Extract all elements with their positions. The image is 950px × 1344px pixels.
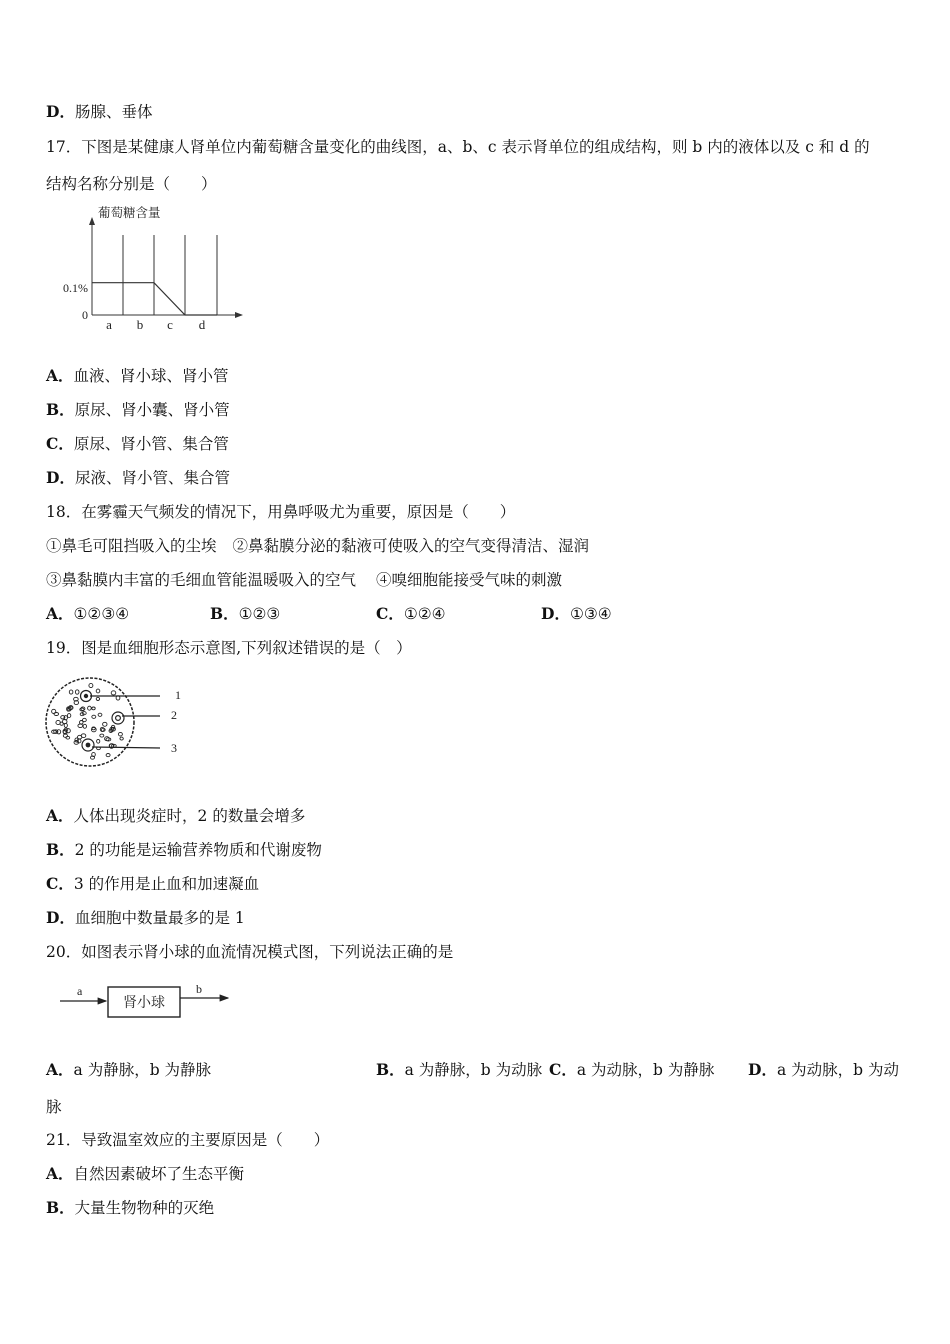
q19-stem: 19．图是血细胞形态示意图,下列叙述错误的是（ ） [46,639,412,657]
option-text: a 为动脉，b 为动 [776,1061,899,1079]
q19-option-b [46,840,322,860]
q18-option-a [46,604,129,624]
q17-option-c [46,434,229,454]
option-text: a 为动脉，b 为静脉 [576,1061,715,1079]
option-letter: B． [376,1060,405,1079]
option-letter: A． [46,806,74,825]
x-tick-label-b: b [136,317,144,332]
q18-option-c [376,604,446,624]
q20-option-d-wrap: 脉 [46,1098,62,1116]
q18-item-4: ④嗅细胞能接受气味的刺激 [376,571,563,589]
option-letter: D． [541,604,570,623]
q19-option-c [46,874,259,894]
option-text: 血液、肾小球、肾小管 [73,367,229,385]
option-text: a 为静脉，b 为动脉 [404,1061,543,1079]
q21-stem: 21．导致温室效应的主要原因是（ ） [46,1131,330,1149]
option-letter: B． [210,604,239,623]
option-letter: B． [46,840,75,859]
option-text: ①②③ [238,605,281,623]
option-letter: B． [46,1198,75,1217]
option-text: 原尿、肾小管、集合管 [73,435,229,453]
option-letter: C． [549,1060,577,1079]
y-tick-label-0: 0 [82,308,88,322]
q20-stem: 20．如图表示肾小球的血流情况模式图，下列说法正确的是 [46,943,454,961]
option-letter: A． [46,1060,74,1079]
option-letter: D． [46,468,75,487]
option-letter: A． [46,366,74,385]
q17-option-a [46,366,229,386]
q18-statements-row2 [46,570,562,590]
option-letter: D． [748,1060,777,1079]
option-text: 原尿、肾小囊、肾小管 [74,401,230,419]
figure-label-1: 1 [175,688,181,702]
q18-item-1: ①鼻毛可阻挡吸入的尘埃 [46,537,217,555]
q17-stem-line1: 17．下图是某健康人肾单位内葡萄糖含量变化的曲线图，a、b、c 表示肾单位的组成结构，则 b 内的液体以及 c 和 d 的 [46,138,870,156]
option-text: ①②④ [403,605,446,623]
outflow-label: b [196,982,202,996]
option-letter: C． [46,434,74,453]
option-letter: C． [46,874,74,893]
option-text: 大量生物物种的灭绝 [74,1199,215,1217]
option-text: 尿液、肾小管、集合管 [74,469,230,487]
inflow-label: a [77,984,83,998]
y-axis-label: 葡萄糖含量 [98,206,161,220]
q21-option-a [46,1164,244,1184]
q16-option-d [46,102,152,122]
white-blood-cell-nucleus [84,694,88,698]
option-text: ①③④ [569,605,612,623]
figure-label-3: 3 [171,741,177,755]
q20-option-d [748,1060,899,1080]
q17-option-d [46,468,230,488]
q18-option-b [210,604,280,624]
option-text: a 为静脉，b 为静脉 [73,1061,212,1079]
option-text: 自然因素破坏了生态平衡 [73,1165,245,1183]
option-letter: A． [46,1164,74,1183]
option-letter: D． [46,102,75,121]
option-text: ①②③④ [73,605,130,623]
q18-item-2: ②鼻黏膜分泌的黏液可使吸入的空气变得清洁、湿润 [232,537,590,555]
glomerulus-label: 肾小球 [123,996,165,1011]
option-letter: C． [376,604,404,623]
x-tick-label-c: c [167,317,173,332]
option-letter: D． [46,908,75,927]
blood-cell-diagram [42,668,192,776]
q20-option-b [376,1060,542,1080]
q18-statements-row1 [46,536,589,556]
option-text: 血细胞中数量最多的是 1 [74,909,245,927]
glomerulus-flow-diagram [58,982,248,1022]
glucose-line-chart [50,200,260,336]
x-tick-label-a: a [106,317,112,332]
option-text: 2 的功能是运输营养物质和代谢废物 [74,841,322,859]
q20-option-a [46,1060,211,1080]
q18-item-3: ③鼻黏膜内丰富的毛细血管能温暖吸入的空气 [46,571,357,589]
option-text: 肠腺、垂体 [74,103,153,121]
figure-label-2: 2 [171,708,177,722]
q21-option-b [46,1198,214,1218]
option-letter: A． [46,604,74,623]
q18-option-d [541,604,612,624]
q19-option-a [46,806,305,826]
white-blood-cell-nucleus [86,743,91,748]
q17-stem-line2: 结构名称分别是（ ） [46,175,217,193]
y-tick-label-0.1: 0.1% [63,281,88,295]
q18-stem: 18．在雾霾天气频发的情况下，用鼻呼吸尤为重要，原因是（ ） [46,503,516,521]
option-letter: B． [46,400,75,419]
blood-smear-circle [46,678,134,766]
q17-option-b [46,400,230,420]
x-tick-label-d: d [198,317,206,332]
option-text: 人体出现炎症时，2 的数量会增多 [73,807,306,825]
option-text: 3 的作用是止血和加速凝血 [73,875,260,893]
q19-option-d [46,908,245,928]
q20-option-c [549,1060,714,1080]
